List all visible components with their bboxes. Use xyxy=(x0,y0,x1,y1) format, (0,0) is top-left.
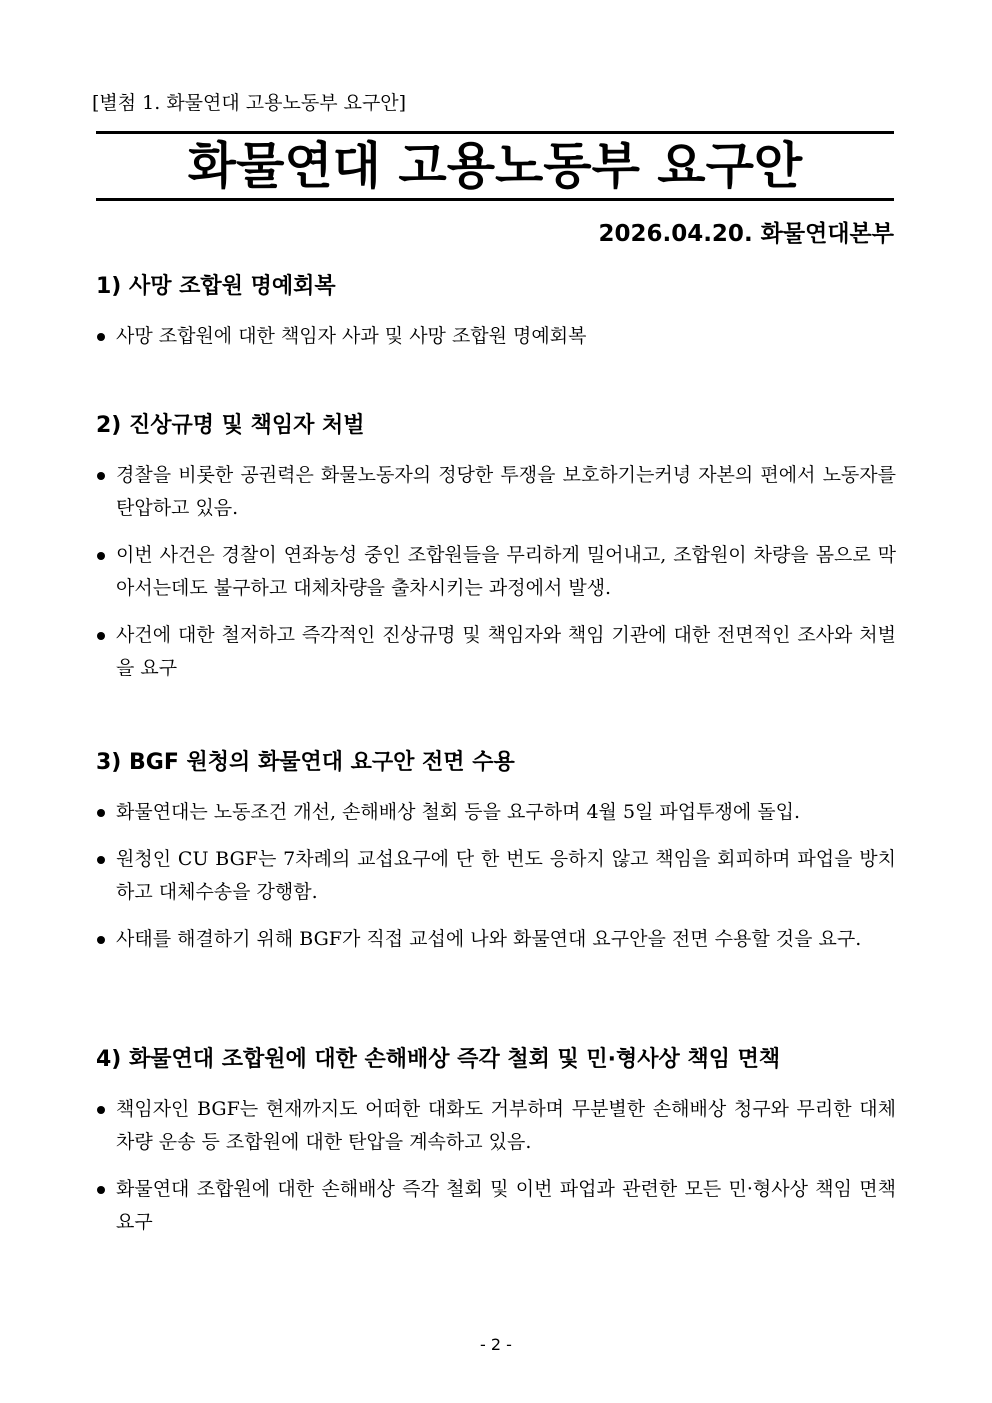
bullet-icon xyxy=(97,856,105,864)
bullet-icon xyxy=(97,552,105,560)
list-item-text: 사태를 해결하기 위해 BGF가 직접 교섭에 나와 화물연대 요구안을 전면 수용할 것을 요구. xyxy=(116,928,862,950)
section-heading: 2) 진상규명 및 책임자 처벌 xyxy=(96,413,365,438)
list-item-text: 책임자인 BGF는 현재까지도 어떠한 대화도 거부하며 무분별한 손해배상 청구와 무리한 대체차량 운송 등 조합원에 대한 탄압을 계속하고 있음. xyxy=(116,1098,896,1153)
list-item xyxy=(96,796,896,829)
attachment-label: [별첨 1. 화물연대 고용노동부 요구안] xyxy=(92,92,407,114)
bullet-icon xyxy=(97,632,105,640)
page-number: - 2 - xyxy=(480,1335,512,1354)
list-item xyxy=(96,320,896,353)
bullet-list xyxy=(96,1093,896,1239)
section-3 xyxy=(96,748,896,956)
bullet-list xyxy=(96,796,896,956)
bullet-icon xyxy=(97,1186,105,1194)
bullet-icon xyxy=(97,333,105,341)
dateline: 2026.04.20. 화물연대본부 xyxy=(598,221,894,247)
list-item-text: 경찰을 비롯한 공권력은 화물노동자의 정당한 투쟁을 보호하기는커녕 자본의 편에서 노동자를 탄압하고 있음. xyxy=(116,464,896,519)
section-2 xyxy=(96,411,896,685)
list-item-text: 사건에 대한 철저하고 즉각적인 진상규명 및 책임자와 책임 기관에 대한 전면적인 조사와 처벌을 요구 xyxy=(116,624,896,679)
section-1 xyxy=(96,272,896,353)
list-item-text: 이번 사건은 경찰이 연좌농성 중인 조합원들을 무리하게 밀어내고, 조합원이 차량을 몸으로 막아서는데도 불구하고 대체차량을 출차시키는 과정에서 발생. xyxy=(116,544,896,599)
list-item xyxy=(96,459,896,525)
section-heading: 1) 사망 조합원 명예회복 xyxy=(96,274,336,299)
list-item-text: 사망 조합원에 대한 책임자 사과 및 사망 조합원 명예회복 xyxy=(116,325,587,347)
bullet-list xyxy=(96,320,896,353)
list-item xyxy=(96,923,896,956)
list-item xyxy=(96,619,896,685)
list-item xyxy=(96,843,896,909)
list-item xyxy=(96,539,896,605)
section-heading: 4) 화물연대 조합원에 대한 손해배상 즉각 철회 및 민·형사상 책임 면책 xyxy=(96,1047,781,1072)
list-item-text: 화물연대 조합원에 대한 손해배상 즉각 철회 및 이번 파업과 관련한 모든 민·형사상 책임 면책 요구 xyxy=(116,1178,896,1233)
list-item xyxy=(96,1093,896,1159)
document-title: 화물연대 고용노동부 요구안 xyxy=(187,137,803,195)
list-item-text: 원청인 CU BGF는 7차례의 교섭요구에 단 한 번도 응하지 않고 책임을 회피하며 파업을 방치하고 대체수송을 강행함. xyxy=(116,848,896,903)
list-item-text: 화물연대는 노동조건 개선, 손해배상 철회 등을 요구하며 4월 5일 파업투쟁에 돌입. xyxy=(116,801,800,823)
bullet-icon xyxy=(97,472,105,480)
list-item xyxy=(96,1173,896,1239)
section-4 xyxy=(96,1045,896,1239)
bullet-list xyxy=(96,459,896,685)
bullet-icon xyxy=(97,936,105,944)
section-heading: 3) BGF 원청의 화물연대 요구안 전면 수용 xyxy=(96,750,515,775)
bullet-icon xyxy=(97,1106,105,1114)
bullet-icon xyxy=(97,809,105,817)
title-box xyxy=(96,131,894,201)
